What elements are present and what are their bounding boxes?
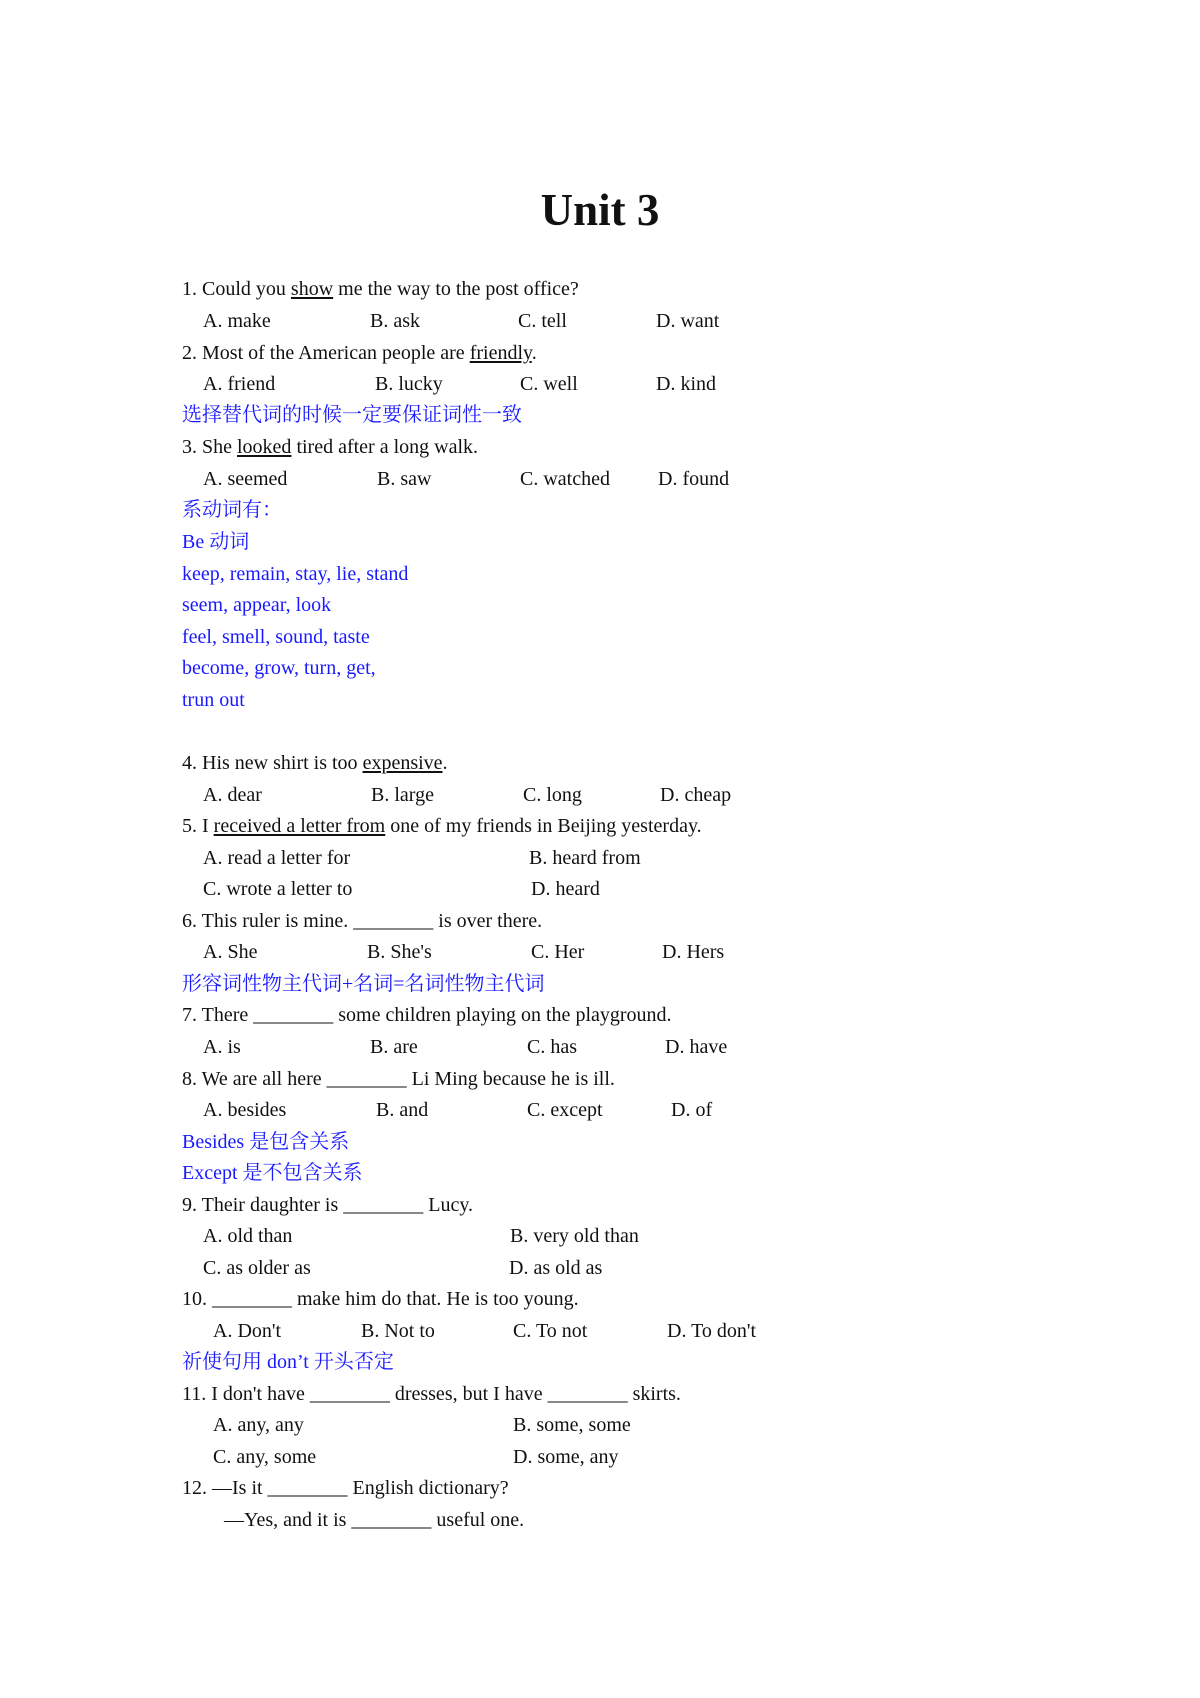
teacher-note: Be 动词 (182, 531, 250, 553)
option-d: D. Hers (662, 941, 725, 963)
question-10: 10. ________ make him do that. He is too young. (182, 1288, 579, 1310)
question-5: 5. I received a letter from one of my friends in Beijing yesterday. (182, 815, 702, 837)
option-d: D. want (656, 310, 720, 332)
question-12: 12. —Is it ________ English dictionary? (182, 1477, 509, 1499)
option-a: A. Don't (213, 1320, 282, 1342)
option-c: C. except (527, 1099, 603, 1121)
option-d: D. heard (531, 878, 600, 900)
option-a: A. She (203, 941, 258, 963)
option-d: D. kind (656, 373, 716, 395)
question-6: 6. This ruler is mine. ________ is over there. (182, 910, 543, 932)
option-b: B. large (371, 784, 434, 806)
option-b: B. very old than (510, 1225, 639, 1247)
option-c: C. as older as (203, 1257, 311, 1279)
option-a: A. seemed (203, 468, 288, 490)
option-d: D. cheap (660, 784, 732, 806)
option-c: C. any, some (213, 1446, 317, 1468)
option-a: A. read a letter for (203, 847, 351, 869)
question-1: 1. Could you show me the way to the post office? (182, 278, 579, 300)
option-a: A. any, any (213, 1414, 304, 1436)
teacher-note: 祈使句用 don’t 开头否定 (182, 1351, 394, 1373)
option-c: C. watched (520, 468, 610, 490)
question-8: 8. We are all here ________ Li Ming because he is ill. (182, 1068, 615, 1090)
option-a: A. is (203, 1036, 241, 1058)
option-b: B. She's (367, 941, 432, 963)
page-title: Unit 3 (540, 185, 660, 235)
question-3: 3. She looked tired after a long walk. (182, 436, 479, 458)
option-c: C. To not (513, 1320, 588, 1342)
teacher-note: trun out (182, 689, 245, 711)
question-9: 9. Their daughter is ________ Lucy. (182, 1194, 474, 1216)
teacher-note: 选择替代词的时候一定要保证词性一致 (182, 404, 522, 426)
option-b: B. are (370, 1036, 418, 1058)
option-b: B. and (376, 1099, 429, 1121)
question-4: 4. His new shirt is too expensive. (182, 752, 448, 774)
option-b: B. ask (370, 310, 420, 332)
teacher-note: become, grow, turn, get, (182, 657, 376, 679)
underlined-word: expensive (362, 752, 443, 774)
option-c: C. tell (518, 310, 567, 332)
option-b: B. lucky (375, 373, 443, 395)
teacher-note: keep, remain, stay, lie, stand (182, 563, 409, 585)
option-a: A. dear (203, 784, 262, 806)
question-11: 11. I don't have ________ dresses, but I have ________ skirts. (182, 1383, 681, 1405)
option-a: A. besides (203, 1099, 287, 1121)
teacher-note: feel, smell, sound, taste (182, 626, 370, 648)
option-a: A. old than (203, 1225, 293, 1247)
option-c: C. wrote a letter to (203, 878, 353, 900)
option-d: D. found (658, 468, 730, 490)
option-b: B. saw (377, 468, 432, 490)
teacher-note: Except 是不包含关系 (182, 1162, 363, 1184)
option-b: B. Not to (361, 1320, 435, 1342)
option-b: B. heard from (529, 847, 641, 869)
option-d: D. some, any (513, 1446, 619, 1468)
question-12-reply: —Yes, and it is ________ useful one. (224, 1509, 525, 1531)
option-c: C. well (520, 373, 578, 395)
option-c: C. has (527, 1036, 577, 1058)
teacher-note: 系动词有： (182, 499, 282, 521)
option-b: B. some, some (513, 1414, 631, 1436)
question-2: 2. Most of the American people are friendly. (182, 342, 537, 364)
option-d: D. of (671, 1099, 713, 1121)
question-7: 7. There ________ some children playing on the playground. (182, 1004, 672, 1026)
option-d: D. To don't (667, 1320, 757, 1342)
underlined-word: received a letter from (213, 815, 386, 837)
underlined-word: friendly (469, 342, 532, 364)
option-c: C. long (523, 784, 582, 806)
option-c: C. Her (531, 941, 585, 963)
teacher-note: seem, appear, look (182, 594, 332, 616)
underlined-word: show (290, 278, 334, 300)
option-a: A. friend (203, 373, 276, 395)
option-a: A. make (203, 310, 271, 332)
teacher-note: 形容词性物主代词+名词=名词性物主代词 (182, 973, 545, 995)
option-d: D. as old as (509, 1257, 603, 1279)
underlined-word: looked (237, 436, 292, 458)
teacher-note: Besides 是包含关系 (182, 1131, 350, 1153)
option-d: D. have (665, 1036, 728, 1058)
